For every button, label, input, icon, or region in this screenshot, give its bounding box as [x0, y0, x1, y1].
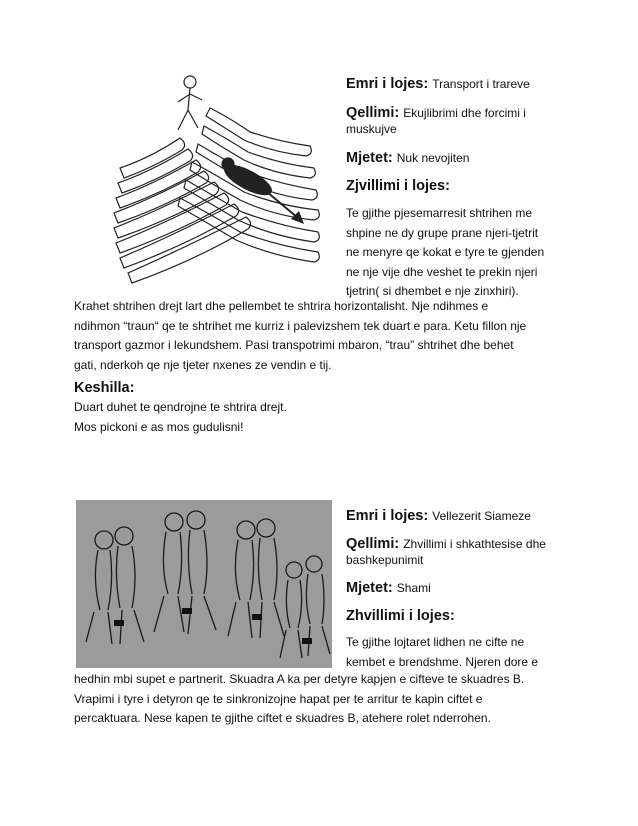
illustration-log-transport — [100, 68, 332, 296]
direction-arrow — [260, 186, 298, 218]
game1-full-line: ndihmon “traun“ qe te shtrihet me kurriz i palevizshem tek duart e para. Ketu fillon nje — [74, 318, 527, 333]
game2-full-line: hedhin mbi supet e partnerit. Skuadra A ka per detyre kapjen e cifteve te skuadres B. — [74, 672, 525, 686]
game1-side-line: ne menyre qe kokat e tyre te gjenden — [346, 245, 545, 259]
game2-name-label: Emri i lojes: — [346, 508, 429, 524]
game1-goal-value: Ekujlibrimi dhe forcimi i — [403, 106, 526, 120]
game1-tools-label: Mjetet: — [346, 150, 393, 166]
game1-development-heading: Zjvillimi i lojes: — [346, 178, 450, 194]
game2-side-line: kembet e brendshme. Njeren dore e — [346, 654, 539, 669]
game1-side-line: Te gjithe pjesemarresit shtrihen me — [346, 206, 533, 220]
game2-name-field — [346, 506, 531, 526]
game2-tools-value: Shami — [396, 581, 431, 595]
illustration-siamese-brothers — [76, 500, 332, 668]
game1-full-text — [74, 297, 574, 375]
tips-heading: Keshilla: — [74, 380, 135, 396]
game1-goal-value-cont: muskujve — [346, 122, 397, 136]
game2-full-line: Vrapimi i tyre i detyron qe te sinkronizojne hapat per te arritur te kapin ciftet e — [74, 691, 483, 706]
game2-tools-field — [346, 578, 431, 598]
log-transport-drawing — [100, 68, 332, 296]
game1-goal-label: Qellimi: — [346, 105, 400, 121]
game2-full-text — [74, 670, 574, 729]
siamese-brothers-drawing — [76, 500, 332, 668]
game1-full-line: gati, nderkoh qe nje tjeter nxenes ze vendin e tij. — [74, 357, 332, 372]
game2-tools-label: Mjetet: — [346, 580, 393, 596]
game1-tools-value: Nuk nevojiten — [396, 151, 470, 165]
game1-name-field — [346, 74, 530, 94]
game2-goal-value: Zhvillimi i shkathtesise dhe — [403, 537, 546, 551]
game2-name-value: Vellezerit Siameze — [432, 509, 531, 523]
tips-line: Mos pickoni e as mos gudulisni! — [74, 419, 244, 434]
game2-goal-value-cont: bashkepunimit — [346, 553, 424, 567]
game1-full-line: transport gazmor i lekundshem. Pasi transpotrimi mbaron, “trau” shtrihet dhe behet — [74, 338, 514, 352]
game1-side-line: tjetrin( si dhembet e nje zinxhiri). — [346, 284, 519, 298]
game1-side-line: shpine ne dy grupe prane njeri-tjetrit — [346, 225, 539, 240]
tips-text — [74, 398, 287, 437]
tips-line: Duart duhet te qendrojne te shtrira drejt. — [74, 400, 287, 414]
game1-tools-field — [346, 148, 469, 168]
game1-name-label: Emri i lojes: — [346, 76, 429, 92]
game1-name-value: Transport i trareve — [432, 77, 530, 91]
game2-development-heading: Zhvillimi i lojes: — [346, 608, 455, 624]
game1-side-line: ne nje vije dhe veshet te prekin njeri — [346, 264, 538, 279]
game1-side-text — [346, 204, 576, 302]
game2-goal-label: Qellimi: — [346, 536, 400, 552]
game2-side-line: Te gjithe lojtaret lidhen ne cifte ne — [346, 635, 525, 649]
game1-full-line: Krahet shtrihen drejt lart dhe pellembet te shtrira horizontalisht. Nje ndihmes e — [74, 299, 489, 313]
game2-full-line: percaktuara. Nese kapen te gjithe ciftet e skuadres B, atehere rolet nderrohen. — [74, 711, 491, 725]
game2-side-text — [346, 633, 576, 672]
